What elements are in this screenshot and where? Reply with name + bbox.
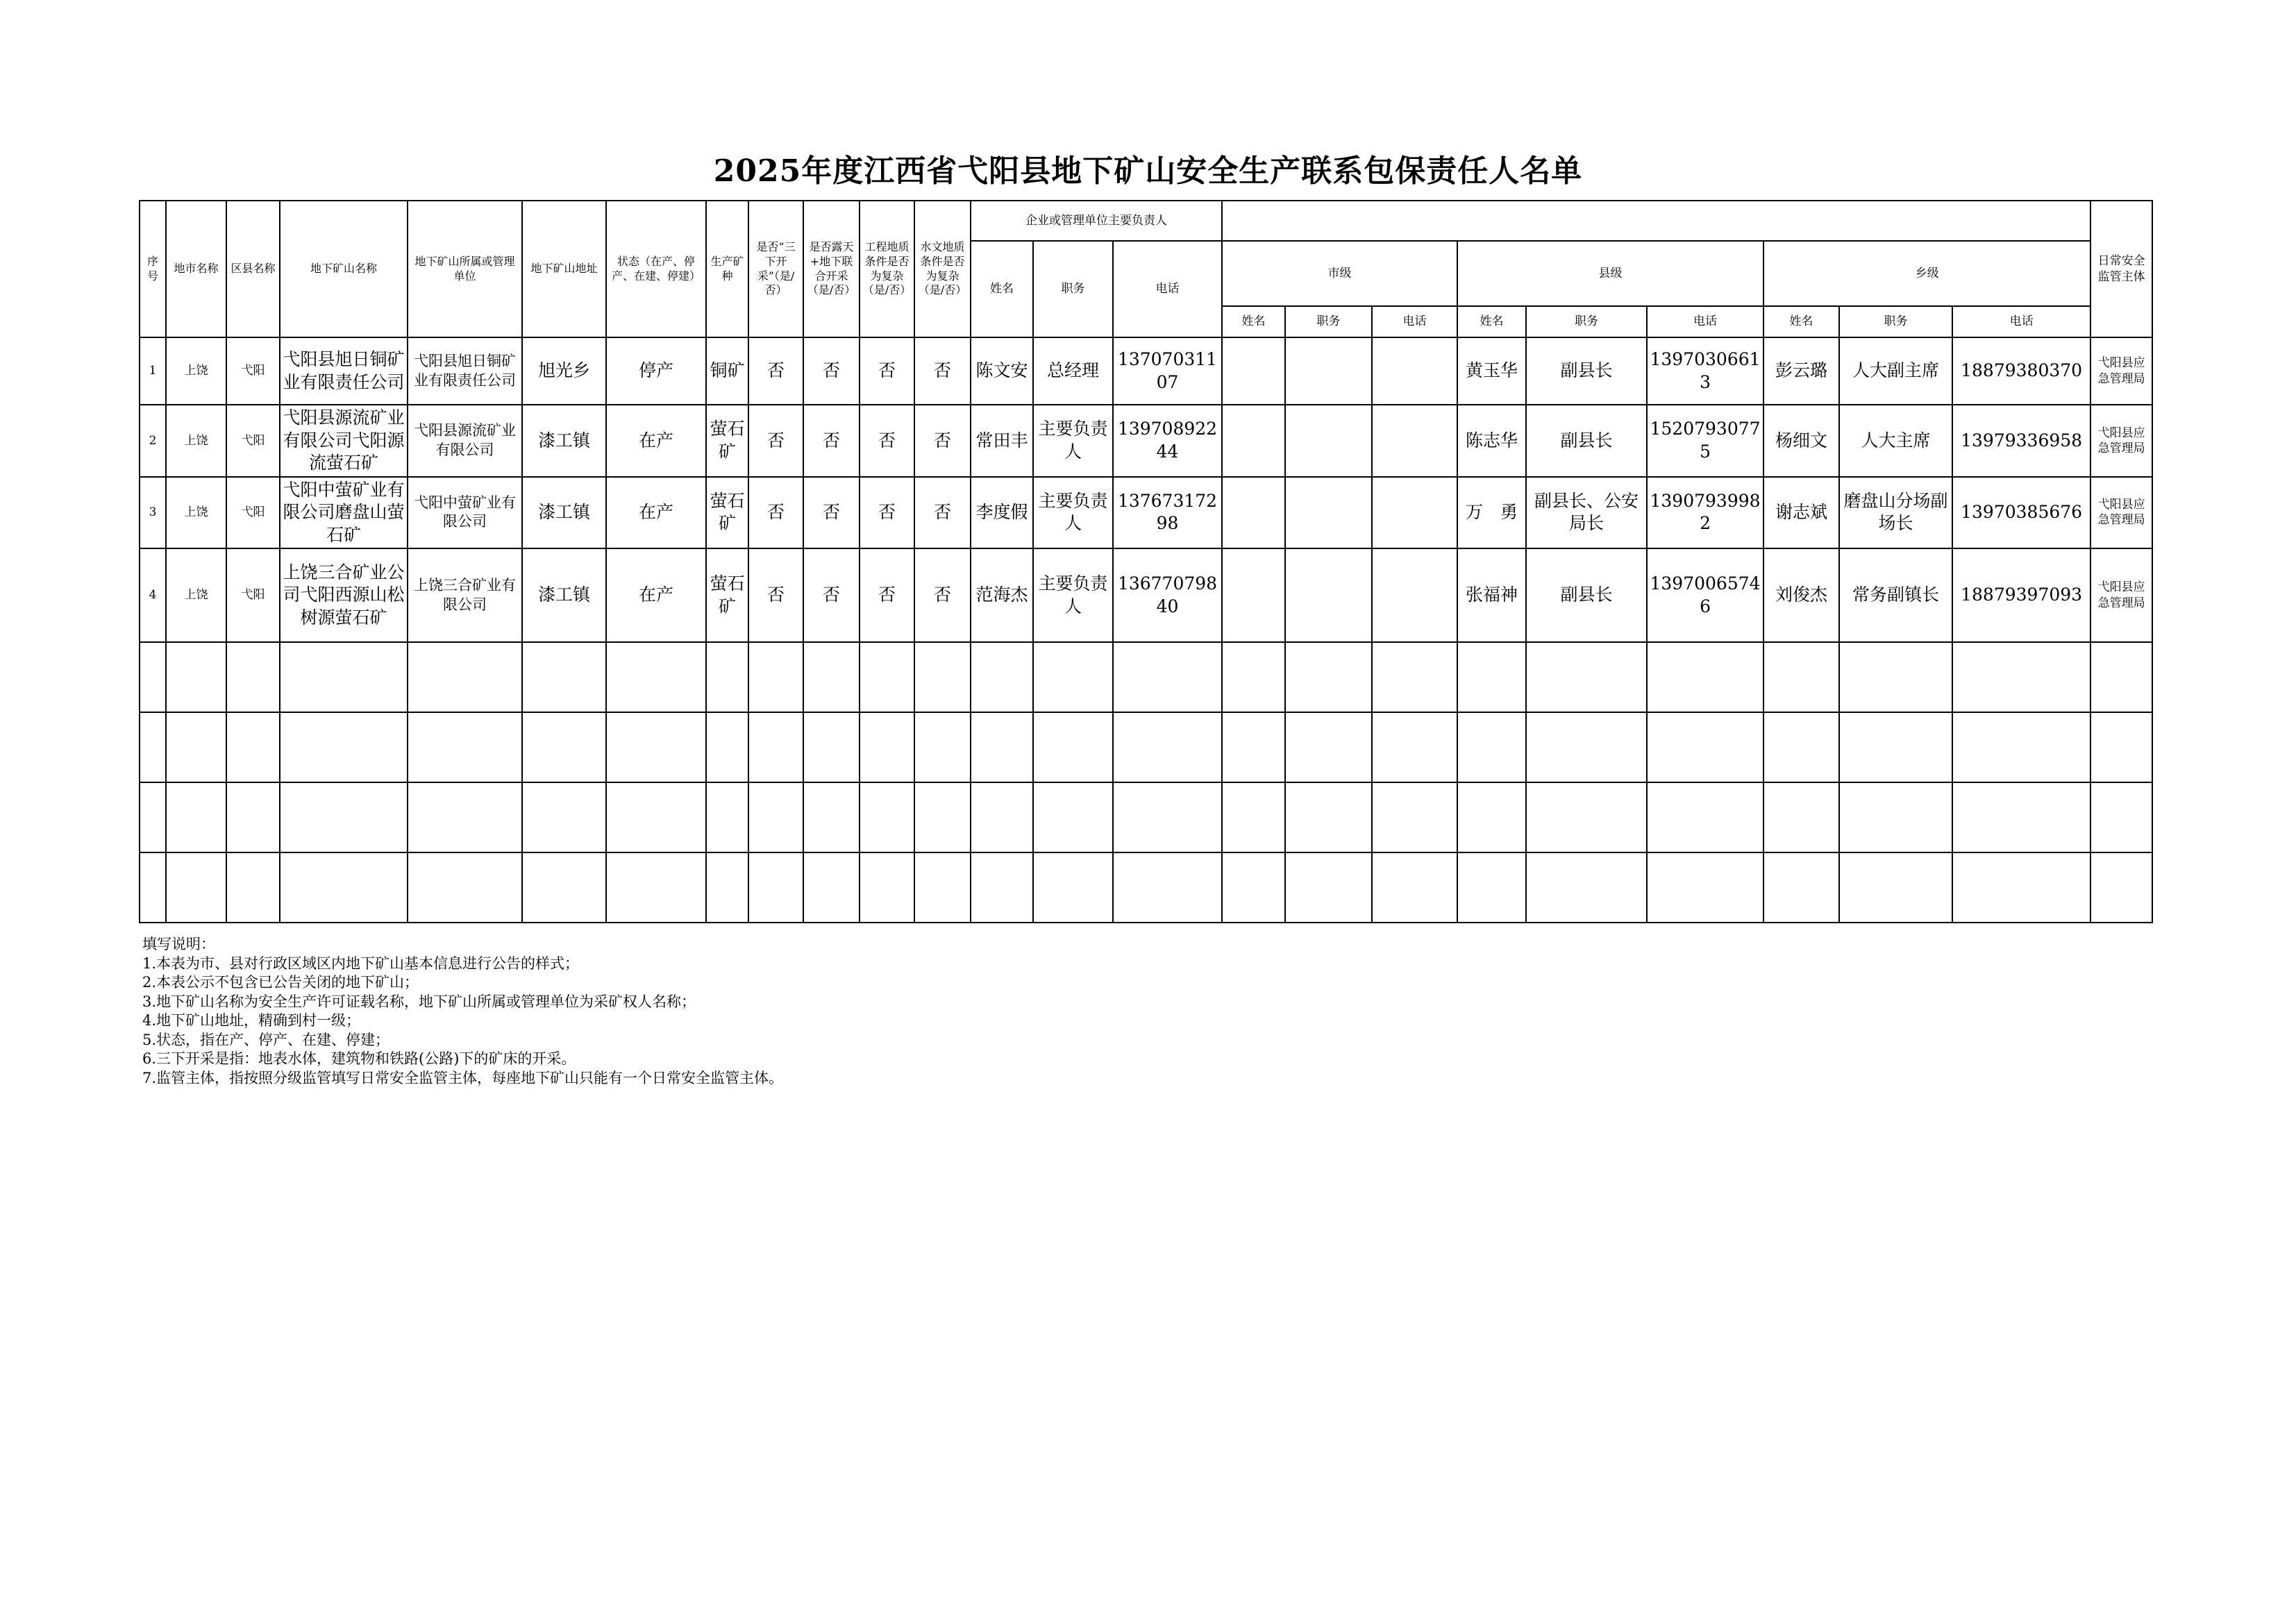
empty-cell — [914, 712, 971, 782]
header-mine-name: 地下矿山名称 — [280, 201, 408, 337]
cell-three-under: 否 — [748, 337, 803, 405]
empty-cell — [2090, 642, 2152, 712]
cell-city: 上饶 — [166, 405, 226, 477]
empty-cell — [1526, 782, 1647, 852]
cell-county-phone: 13907939982 — [1647, 477, 1763, 549]
header-county-position: 职务 — [1526, 306, 1647, 337]
header-eng-geo: 工程地质条件是否为复杂（是/否） — [860, 201, 914, 337]
empty-cell — [706, 642, 748, 712]
empty-cell — [1839, 782, 1952, 852]
empty-cell — [803, 712, 860, 782]
empty-cell — [1647, 712, 1763, 782]
cell-eng-geo: 否 — [860, 337, 914, 405]
empty-cell — [226, 782, 280, 852]
cell-county-position: 副县长 — [1526, 337, 1647, 405]
header-city-position: 职务 — [1285, 306, 1372, 337]
cell-county-position: 副县长、公安局长 — [1526, 477, 1647, 549]
cell-county: 弋阳 — [226, 337, 280, 405]
empty-cell — [1113, 852, 1222, 923]
cell-mine-name: 上饶三合矿业公司弋阳西源山松树源萤石矿 — [280, 548, 408, 642]
header-city-phone: 电话 — [1372, 306, 1457, 337]
empty-cell — [1647, 852, 1763, 923]
cell-city-phone — [1372, 405, 1457, 477]
empty-cell — [1033, 642, 1113, 712]
empty-cell — [280, 712, 408, 782]
cell-status: 停产 — [606, 337, 706, 405]
cell-ent-phone: 13707031107 — [1113, 337, 1222, 405]
table-row — [140, 337, 2152, 405]
empty-cell — [280, 782, 408, 852]
empty-cell — [860, 642, 914, 712]
cell-supervisor: 弋阳县应急管理局 — [2090, 337, 2152, 405]
empty-cell — [1285, 712, 1372, 782]
cell-city-position — [1285, 337, 1372, 405]
empty-cell — [1457, 852, 1526, 923]
cell-status: 在产 — [606, 477, 706, 549]
cell-city-phone — [1372, 477, 1457, 549]
cell-supervisor: 弋阳县应急管理局 — [2090, 548, 2152, 642]
header-status: 状态（在产、停产、在建、停建） — [606, 201, 706, 337]
empty-cell — [803, 782, 860, 852]
cell-status: 在产 — [606, 548, 706, 642]
cell-three-under: 否 — [748, 477, 803, 549]
empty-cell — [1285, 782, 1372, 852]
cell-hydro-geo: 否 — [914, 548, 971, 642]
empty-cell — [1457, 782, 1526, 852]
empty-cell — [971, 712, 1033, 782]
header-town-level: 乡级 — [1763, 241, 2090, 306]
empty-cell — [1647, 642, 1763, 712]
cell-county-phone: 15207930775 — [1647, 405, 1763, 477]
cell-mine-name: 弋阳县源流矿业有限公司弋阳源流萤石矿 — [280, 405, 408, 477]
empty-cell — [706, 712, 748, 782]
empty-cell — [748, 642, 803, 712]
empty-cell — [606, 782, 706, 852]
cell-seq: 3 — [140, 477, 166, 549]
empty-cell — [2090, 852, 2152, 923]
cell-seq: 4 — [140, 548, 166, 642]
note-line: 3.地下矿山名称为安全生产许可证载名称，地下矿山所属或管理单位为采矿权人名称； — [142, 993, 696, 1010]
cell-owner: 弋阳县源流矿业有限公司 — [408, 405, 522, 477]
cell-owner: 弋阳县旭日铜矿业有限责任公司 — [408, 337, 522, 405]
cell-eng-geo: 否 — [860, 405, 914, 477]
cell-town-phone: 18879380370 — [1952, 337, 2090, 405]
empty-cell — [1033, 712, 1113, 782]
header-open-pit: 是否露天+地下联合开采（是/否） — [803, 201, 860, 337]
header-county-level: 县级 — [1457, 241, 1763, 306]
cell-mineral: 萤石矿 — [706, 405, 748, 477]
cell-open-pit: 否 — [803, 405, 860, 477]
empty-cell — [1839, 852, 1952, 923]
note-line: 1.本表为市、县对行政区域区内地下矿山基本信息进行公告的样式； — [142, 955, 580, 972]
cell-city-phone — [1372, 337, 1457, 405]
empty-cell — [522, 782, 606, 852]
header-seq: 序号 — [140, 201, 166, 337]
header-county: 区县名称 — [226, 201, 280, 337]
cell-town-name: 刘俊杰 — [1763, 548, 1839, 642]
empty-cell — [1113, 712, 1222, 782]
table-row — [140, 548, 2152, 642]
cell-supervisor: 弋阳县应急管理局 — [2090, 405, 2152, 477]
cell-owner: 上饶三合矿业有限公司 — [408, 548, 522, 642]
cell-address: 漆工镇 — [522, 405, 606, 477]
empty-cell — [914, 642, 971, 712]
empty-cell — [408, 712, 522, 782]
cell-town-name: 彭云璐 — [1763, 337, 1839, 405]
note-line: 6.三下开采是指：地表水体，建筑物和铁路(公路)下的矿床的开采。 — [142, 1050, 576, 1067]
header-county-name: 姓名 — [1457, 306, 1526, 337]
cell-county: 弋阳 — [226, 548, 280, 642]
header-three-under: 是否“三下开采”（是/否） — [748, 201, 803, 337]
empty-cell — [166, 712, 226, 782]
cell-mineral: 萤石矿 — [706, 477, 748, 549]
cell-county: 弋阳 — [226, 477, 280, 549]
empty-cell — [803, 642, 860, 712]
header-city-name: 姓名 — [1222, 306, 1285, 337]
header-mineral: 生产矿种 — [706, 201, 748, 337]
cell-city: 上饶 — [166, 337, 226, 405]
cell-town-position: 人大主席 — [1839, 405, 1952, 477]
empty-cell — [914, 782, 971, 852]
cell-hydro-geo: 否 — [914, 477, 971, 549]
empty-cell — [140, 852, 166, 923]
cell-hydro-geo: 否 — [914, 405, 971, 477]
cell-county-phone: 13970065746 — [1647, 548, 1763, 642]
cell-address: 旭光乡 — [522, 337, 606, 405]
note-line: 7.监管主体，指按照分级监管填写日常安全监管主体，每座地下矿山只能有一个日常安全监管主体。 — [142, 1069, 784, 1086]
empty-cell — [1372, 642, 1457, 712]
cell-address: 漆工镇 — [522, 548, 606, 642]
empty-cell — [1763, 642, 1839, 712]
cell-ent-position: 主要负责人 — [1033, 477, 1113, 549]
empty-cell — [2090, 782, 2152, 852]
empty-row — [140, 642, 2152, 712]
header-county-phone: 电话 — [1647, 306, 1763, 337]
cell-address: 漆工镇 — [522, 477, 606, 549]
cell-mineral: 铜矿 — [706, 337, 748, 405]
empty-cell — [748, 712, 803, 782]
cell-mineral: 萤石矿 — [706, 548, 748, 642]
empty-cell — [1033, 852, 1113, 923]
empty-cell — [226, 642, 280, 712]
empty-cell — [1222, 642, 1285, 712]
cell-city: 上饶 — [166, 477, 226, 549]
cell-open-pit: 否 — [803, 548, 860, 642]
cell-county-name: 万 勇 — [1457, 477, 1526, 549]
empty-cell — [408, 852, 522, 923]
page-title: 2025年度江西省弋阳县地下矿山安全生产联系包保责任人名单 — [713, 153, 1583, 189]
empty-cell — [2090, 712, 2152, 782]
table-row — [140, 477, 2152, 549]
cell-hydro-geo: 否 — [914, 337, 971, 405]
cell-county-position: 副县长 — [1526, 548, 1647, 642]
cell-three-under: 否 — [748, 548, 803, 642]
header-ent-phone: 电话 — [1113, 241, 1222, 337]
empty-cell — [140, 642, 166, 712]
empty-cell — [860, 852, 914, 923]
cell-county-name: 陈志华 — [1457, 405, 1526, 477]
empty-row — [140, 782, 2152, 852]
cell-ent-name: 范海杰 — [971, 548, 1033, 642]
empty-cell — [140, 782, 166, 852]
empty-cell — [803, 852, 860, 923]
cell-city-position — [1285, 548, 1372, 642]
empty-cell — [971, 642, 1033, 712]
empty-cell — [1372, 852, 1457, 923]
cell-owner: 弋阳中萤矿业有限公司 — [408, 477, 522, 549]
empty-cell — [1113, 782, 1222, 852]
empty-cell — [140, 712, 166, 782]
empty-cell — [166, 782, 226, 852]
empty-cell — [706, 782, 748, 852]
empty-cell — [1952, 852, 2090, 923]
cell-town-position: 人大副主席 — [1839, 337, 1952, 405]
cell-city-name — [1222, 548, 1285, 642]
cell-ent-position: 主要负责人 — [1033, 548, 1113, 642]
empty-cell — [1647, 782, 1763, 852]
cell-county-position: 副县长 — [1526, 405, 1647, 477]
cell-seq: 1 — [140, 337, 166, 405]
cell-city: 上饶 — [166, 548, 226, 642]
cell-seq: 2 — [140, 405, 166, 477]
empty-cell — [1372, 712, 1457, 782]
empty-cell — [522, 852, 606, 923]
empty-cell — [606, 642, 706, 712]
cell-mine-name: 弋阳中萤矿业有限公司磨盘山萤石矿 — [280, 477, 408, 549]
empty-cell — [408, 642, 522, 712]
empty-cell — [522, 712, 606, 782]
empty-cell — [748, 852, 803, 923]
header-row-1 — [140, 201, 2152, 241]
empty-cell — [1763, 852, 1839, 923]
cell-ent-name: 李度假 — [971, 477, 1033, 549]
cell-county: 弋阳 — [226, 405, 280, 477]
empty-cell — [1372, 782, 1457, 852]
cell-open-pit: 否 — [803, 477, 860, 549]
empty-cell — [860, 712, 914, 782]
empty-cell — [280, 642, 408, 712]
empty-cell — [226, 852, 280, 923]
cell-ent-name: 常田丰 — [971, 405, 1033, 477]
cell-county-name: 黄玉华 — [1457, 337, 1526, 405]
empty-cell — [860, 782, 914, 852]
empty-cell — [522, 642, 606, 712]
header-ent-position: 职务 — [1033, 241, 1113, 337]
empty-cell — [914, 852, 971, 923]
note-line: 4.地下矿山地址，精确到村一级； — [142, 1012, 361, 1029]
note-line: 5.状态，指在产、停产、在建、停建； — [142, 1031, 390, 1048]
empty-cell — [1285, 642, 1372, 712]
cell-city-position — [1285, 477, 1372, 549]
empty-cell — [1839, 642, 1952, 712]
header-address: 地下矿山地址 — [522, 201, 606, 337]
empty-cell — [1952, 712, 2090, 782]
empty-cell — [971, 782, 1033, 852]
cell-city-phone — [1372, 548, 1457, 642]
cell-ent-phone: 13970892244 — [1113, 405, 1222, 477]
cell-town-name: 杨细文 — [1763, 405, 1839, 477]
cell-city-name — [1222, 477, 1285, 549]
table-row — [140, 405, 2152, 477]
cell-status: 在产 — [606, 405, 706, 477]
empty-cell — [1033, 782, 1113, 852]
empty-row — [140, 852, 2152, 923]
empty-cell — [1457, 642, 1526, 712]
cell-town-name: 谢志斌 — [1763, 477, 1839, 549]
empty-cell — [1763, 712, 1839, 782]
cell-eng-geo: 否 — [860, 477, 914, 549]
header-ent-name: 姓名 — [971, 241, 1033, 337]
header-city-level: 市级 — [1222, 241, 1457, 306]
cell-ent-phone: 13677079840 — [1113, 548, 1222, 642]
responsibility-table — [139, 200, 2153, 923]
empty-cell — [606, 852, 706, 923]
empty-row — [140, 712, 2152, 782]
cell-eng-geo: 否 — [860, 548, 914, 642]
empty-cell — [1526, 642, 1647, 712]
header-town-name: 姓名 — [1763, 306, 1839, 337]
empty-cell — [280, 852, 408, 923]
cell-city-position — [1285, 405, 1372, 477]
cell-ent-position: 总经理 — [1033, 337, 1113, 405]
empty-cell — [748, 782, 803, 852]
empty-cell — [1763, 782, 1839, 852]
cell-town-phone: 18879397093 — [1952, 548, 2090, 642]
empty-cell — [166, 642, 226, 712]
cell-ent-position: 主要负责人 — [1033, 405, 1113, 477]
cell-town-position: 磨盘山分场副场长 — [1839, 477, 1952, 549]
header-hydro-geo: 水文地质条件是否为复杂（是/否） — [914, 201, 971, 337]
empty-cell — [1113, 642, 1222, 712]
notes-heading: 填写说明： — [142, 936, 215, 952]
header-blank-span — [1222, 201, 2090, 241]
header-town-position: 职务 — [1839, 306, 1952, 337]
empty-cell — [971, 852, 1033, 923]
empty-cell — [1285, 852, 1372, 923]
cell-city-name — [1222, 405, 1285, 477]
empty-cell — [1457, 712, 1526, 782]
empty-cell — [1222, 712, 1285, 782]
cell-county-phone: 13970306613 — [1647, 337, 1763, 405]
cell-town-position: 常务副镇长 — [1839, 548, 1952, 642]
header-supervisor: 日常安全监管主体 — [2090, 201, 2152, 337]
note-line: 2.本表公示不包含已公告关闭的地下矿山； — [142, 974, 419, 991]
empty-cell — [1526, 712, 1647, 782]
empty-cell — [1222, 782, 1285, 852]
cell-city-name — [1222, 337, 1285, 405]
empty-cell — [1839, 712, 1952, 782]
empty-cell — [706, 852, 748, 923]
header-owner: 地下矿山所属或管理单位 — [408, 201, 522, 337]
header-city: 地市名称 — [166, 201, 226, 337]
empty-cell — [1222, 852, 1285, 923]
cell-mine-name: 弋阳县旭日铜矿业有限责任公司 — [280, 337, 408, 405]
cell-county-name: 张福神 — [1457, 548, 1526, 642]
header-town-phone: 电话 — [1952, 306, 2090, 337]
cell-three-under: 否 — [748, 405, 803, 477]
cell-ent-name: 陈文安 — [971, 337, 1033, 405]
cell-town-phone: 13979336958 — [1952, 405, 2090, 477]
cell-town-phone: 13970385676 — [1952, 477, 2090, 549]
empty-cell — [1952, 642, 2090, 712]
empty-cell — [226, 712, 280, 782]
cell-supervisor: 弋阳县应急管理局 — [2090, 477, 2152, 549]
empty-cell — [166, 852, 226, 923]
cell-ent-phone: 13767317298 — [1113, 477, 1222, 549]
header-enterprise-group: 企业或管理单位主要负责人 — [971, 201, 1222, 241]
cell-open-pit: 否 — [803, 337, 860, 405]
empty-cell — [1952, 782, 2090, 852]
fill-instructions — [142, 935, 783, 1088]
empty-cell — [606, 712, 706, 782]
empty-cell — [408, 782, 522, 852]
empty-cell — [1526, 852, 1647, 923]
